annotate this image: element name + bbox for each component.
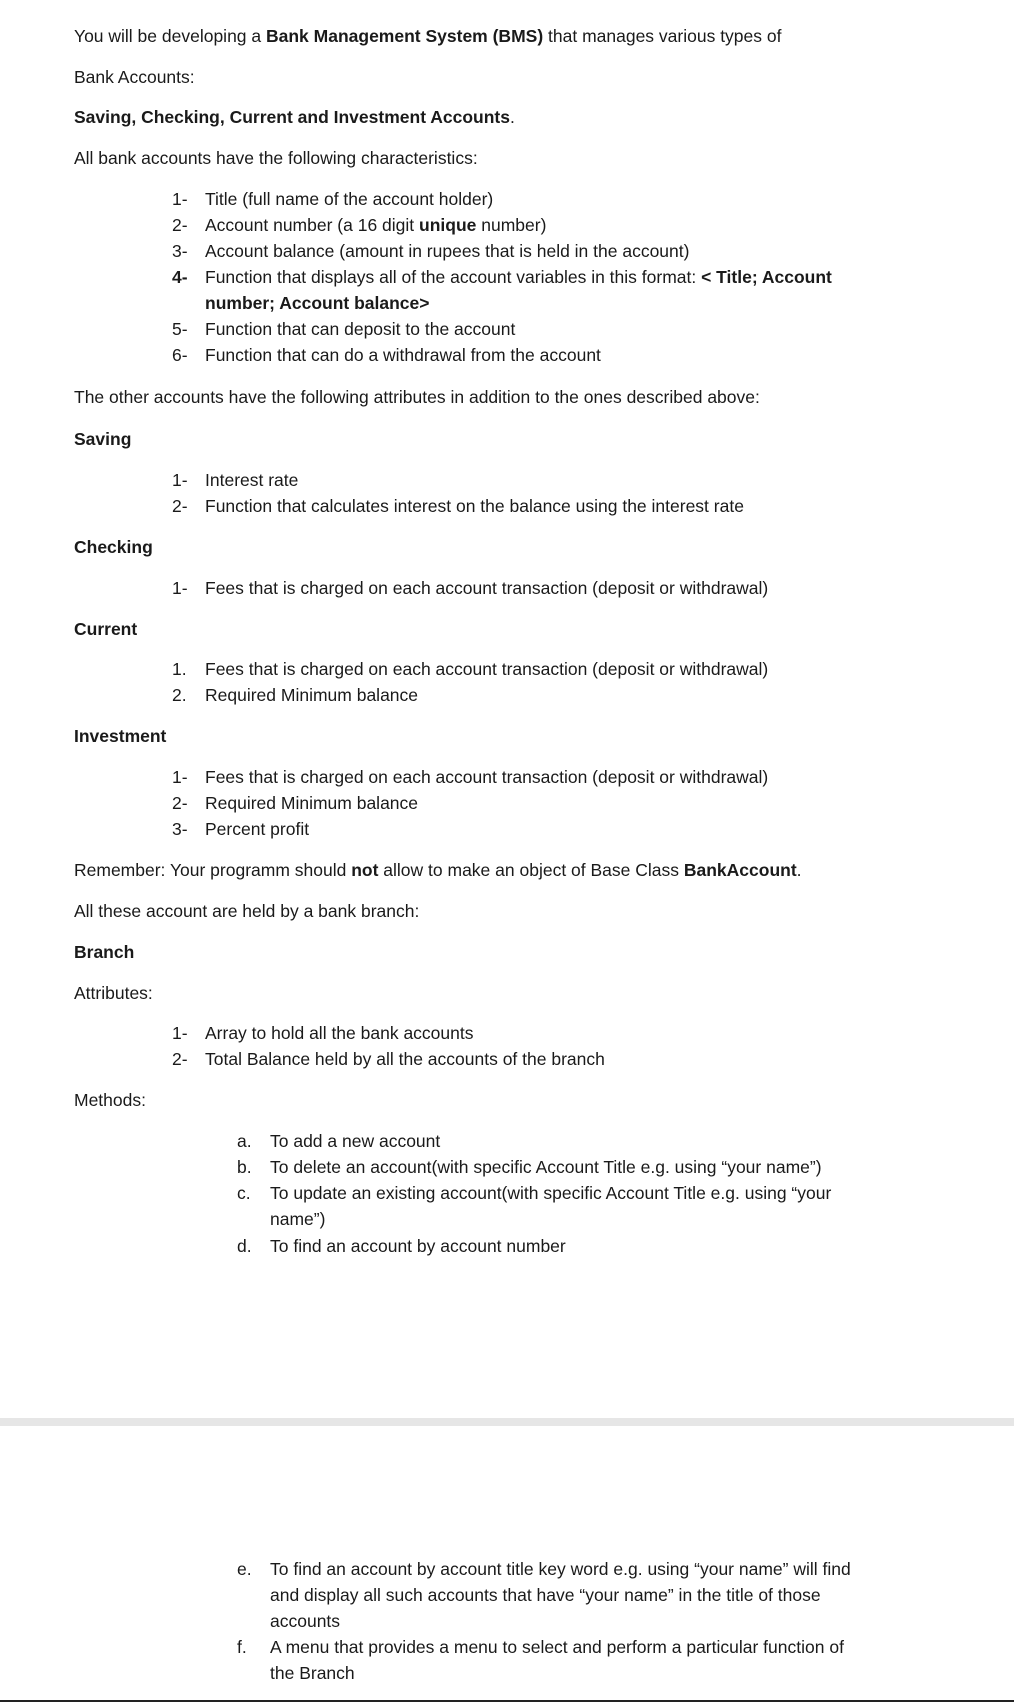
intro-paragraph — [74, 25, 781, 47]
branch-heading: Branch — [74, 942, 135, 962]
list-number: 2- — [172, 793, 188, 813]
list-item: Fees that is charged on each account transaction (deposit or withdrawal) — [205, 578, 769, 598]
list-number: 1- — [172, 470, 188, 490]
list-item-bold: < Title; Account — [701, 267, 832, 287]
list-letter: d. — [237, 1236, 252, 1256]
investment-heading: Investment — [74, 726, 167, 746]
remember-bold-class: BankAccount — [683, 860, 797, 880]
list-item: To find an account by account title key word e.g. using “your name” will find — [270, 1559, 851, 1579]
held-by-line: All these account are held by a bank branch: — [74, 901, 420, 921]
list-number: 1- — [172, 189, 188, 209]
remember-text-mid: allow to make an object of Base Class — [378, 860, 684, 880]
list-item-continuation: the Branch — [270, 1663, 355, 1683]
list-number: 1- — [172, 767, 188, 787]
list-item: To add a new account — [270, 1131, 441, 1151]
document-page-2 — [0, 1426, 1014, 1702]
list-item-text: Function that displays all of the account variables in this format: — [205, 267, 702, 287]
list-number: 1- — [172, 578, 188, 598]
list-item: Fees that is charged on each account transaction (deposit or withdrawal) — [205, 767, 769, 787]
list-item-continuation: and display all such accounts that have “your name” in the title of those — [270, 1585, 821, 1605]
list-item: Account balance (amount in rupees that is held in the account) — [205, 241, 690, 261]
list-item: Total Balance held by all the accounts of the branch — [205, 1049, 605, 1069]
list-number: 3- — [172, 819, 188, 839]
list-item-continuation: accounts — [270, 1611, 341, 1631]
list-item: Function that can deposit to the account — [205, 319, 516, 339]
intro-bold: Bank Management System (BMS) — [266, 26, 544, 46]
list-item: Title (full name of the account holder) — [205, 189, 494, 209]
list-number: 2- — [172, 496, 188, 516]
list-number: 3- — [172, 241, 188, 261]
list-item-text-end: number) — [476, 215, 547, 235]
list-letter: c. — [237, 1183, 251, 1203]
list-item: A menu that provides a menu to select and perform a particular function of — [270, 1637, 844, 1657]
other-accounts-intro: The other accounts have the following attributes in addition to the ones described above: — [74, 387, 760, 407]
list-item-continuation: number; Account balance> — [205, 293, 430, 313]
list-item: To update an existing account(with specific Account Title e.g. using “your — [270, 1183, 832, 1203]
list-letter: b. — [237, 1157, 252, 1177]
list-number: 1- — [172, 1023, 188, 1043]
list-item: Percent profit — [205, 819, 310, 839]
list-item: Array to hold all the bank accounts — [205, 1023, 474, 1043]
account-types-line — [74, 106, 515, 128]
account-types-bold: Saving, Checking, Current and Investment Accounts — [74, 107, 510, 127]
intro-text-end: that manages various types of — [543, 26, 782, 46]
list-number: 1. — [172, 659, 187, 679]
list-item: Required Minimum balance — [205, 685, 419, 705]
current-heading: Current — [74, 619, 138, 639]
list-item: Required Minimum balance — [205, 793, 419, 813]
list-number: 6- — [172, 345, 188, 365]
list-number: 2. — [172, 685, 187, 705]
intro-text: You will be developing a — [74, 26, 266, 46]
remember-note — [74, 859, 802, 881]
page-separator — [0, 1418, 1014, 1426]
list-item: Function that calculates interest on the balance using the interest rate — [205, 496, 744, 516]
list-letter: f. — [237, 1637, 247, 1657]
list-letter: e. — [237, 1559, 252, 1579]
characteristics-intro: All bank accounts have the following characteristics: — [74, 148, 478, 168]
remember-text: Remember: Your programm should — [74, 860, 352, 880]
list-number: 2- — [172, 215, 188, 235]
list-item: Interest rate — [205, 470, 299, 490]
list-number: 5- — [172, 319, 188, 339]
list-item: Function that can do a withdrawal from the account — [205, 345, 601, 365]
remember-bold-not: not — [351, 860, 379, 880]
list-item-bold: unique — [419, 215, 477, 235]
list-item — [205, 266, 832, 288]
list-item — [205, 214, 546, 236]
list-number: 2- — [172, 1049, 188, 1069]
attributes-label: Attributes: — [74, 983, 153, 1003]
bank-accounts-line: Bank Accounts: — [74, 67, 195, 87]
list-number: 4- — [172, 267, 188, 287]
list-item: To find an account by account number — [270, 1236, 566, 1256]
list-item-continuation: name”) — [270, 1209, 326, 1229]
list-letter: a. — [237, 1131, 252, 1151]
checking-heading: Checking — [74, 537, 153, 557]
methods-label: Methods: — [74, 1090, 146, 1110]
account-types-period: . — [509, 107, 515, 127]
list-item: To delete an account(with specific Account Title e.g. using “your name”) — [270, 1157, 822, 1177]
list-item-text: Account number (a 16 digit — [205, 215, 420, 235]
remember-period: . — [796, 860, 802, 880]
list-item: Fees that is charged on each account transaction (deposit or withdrawal) — [205, 659, 769, 679]
saving-heading: Saving — [74, 429, 132, 449]
